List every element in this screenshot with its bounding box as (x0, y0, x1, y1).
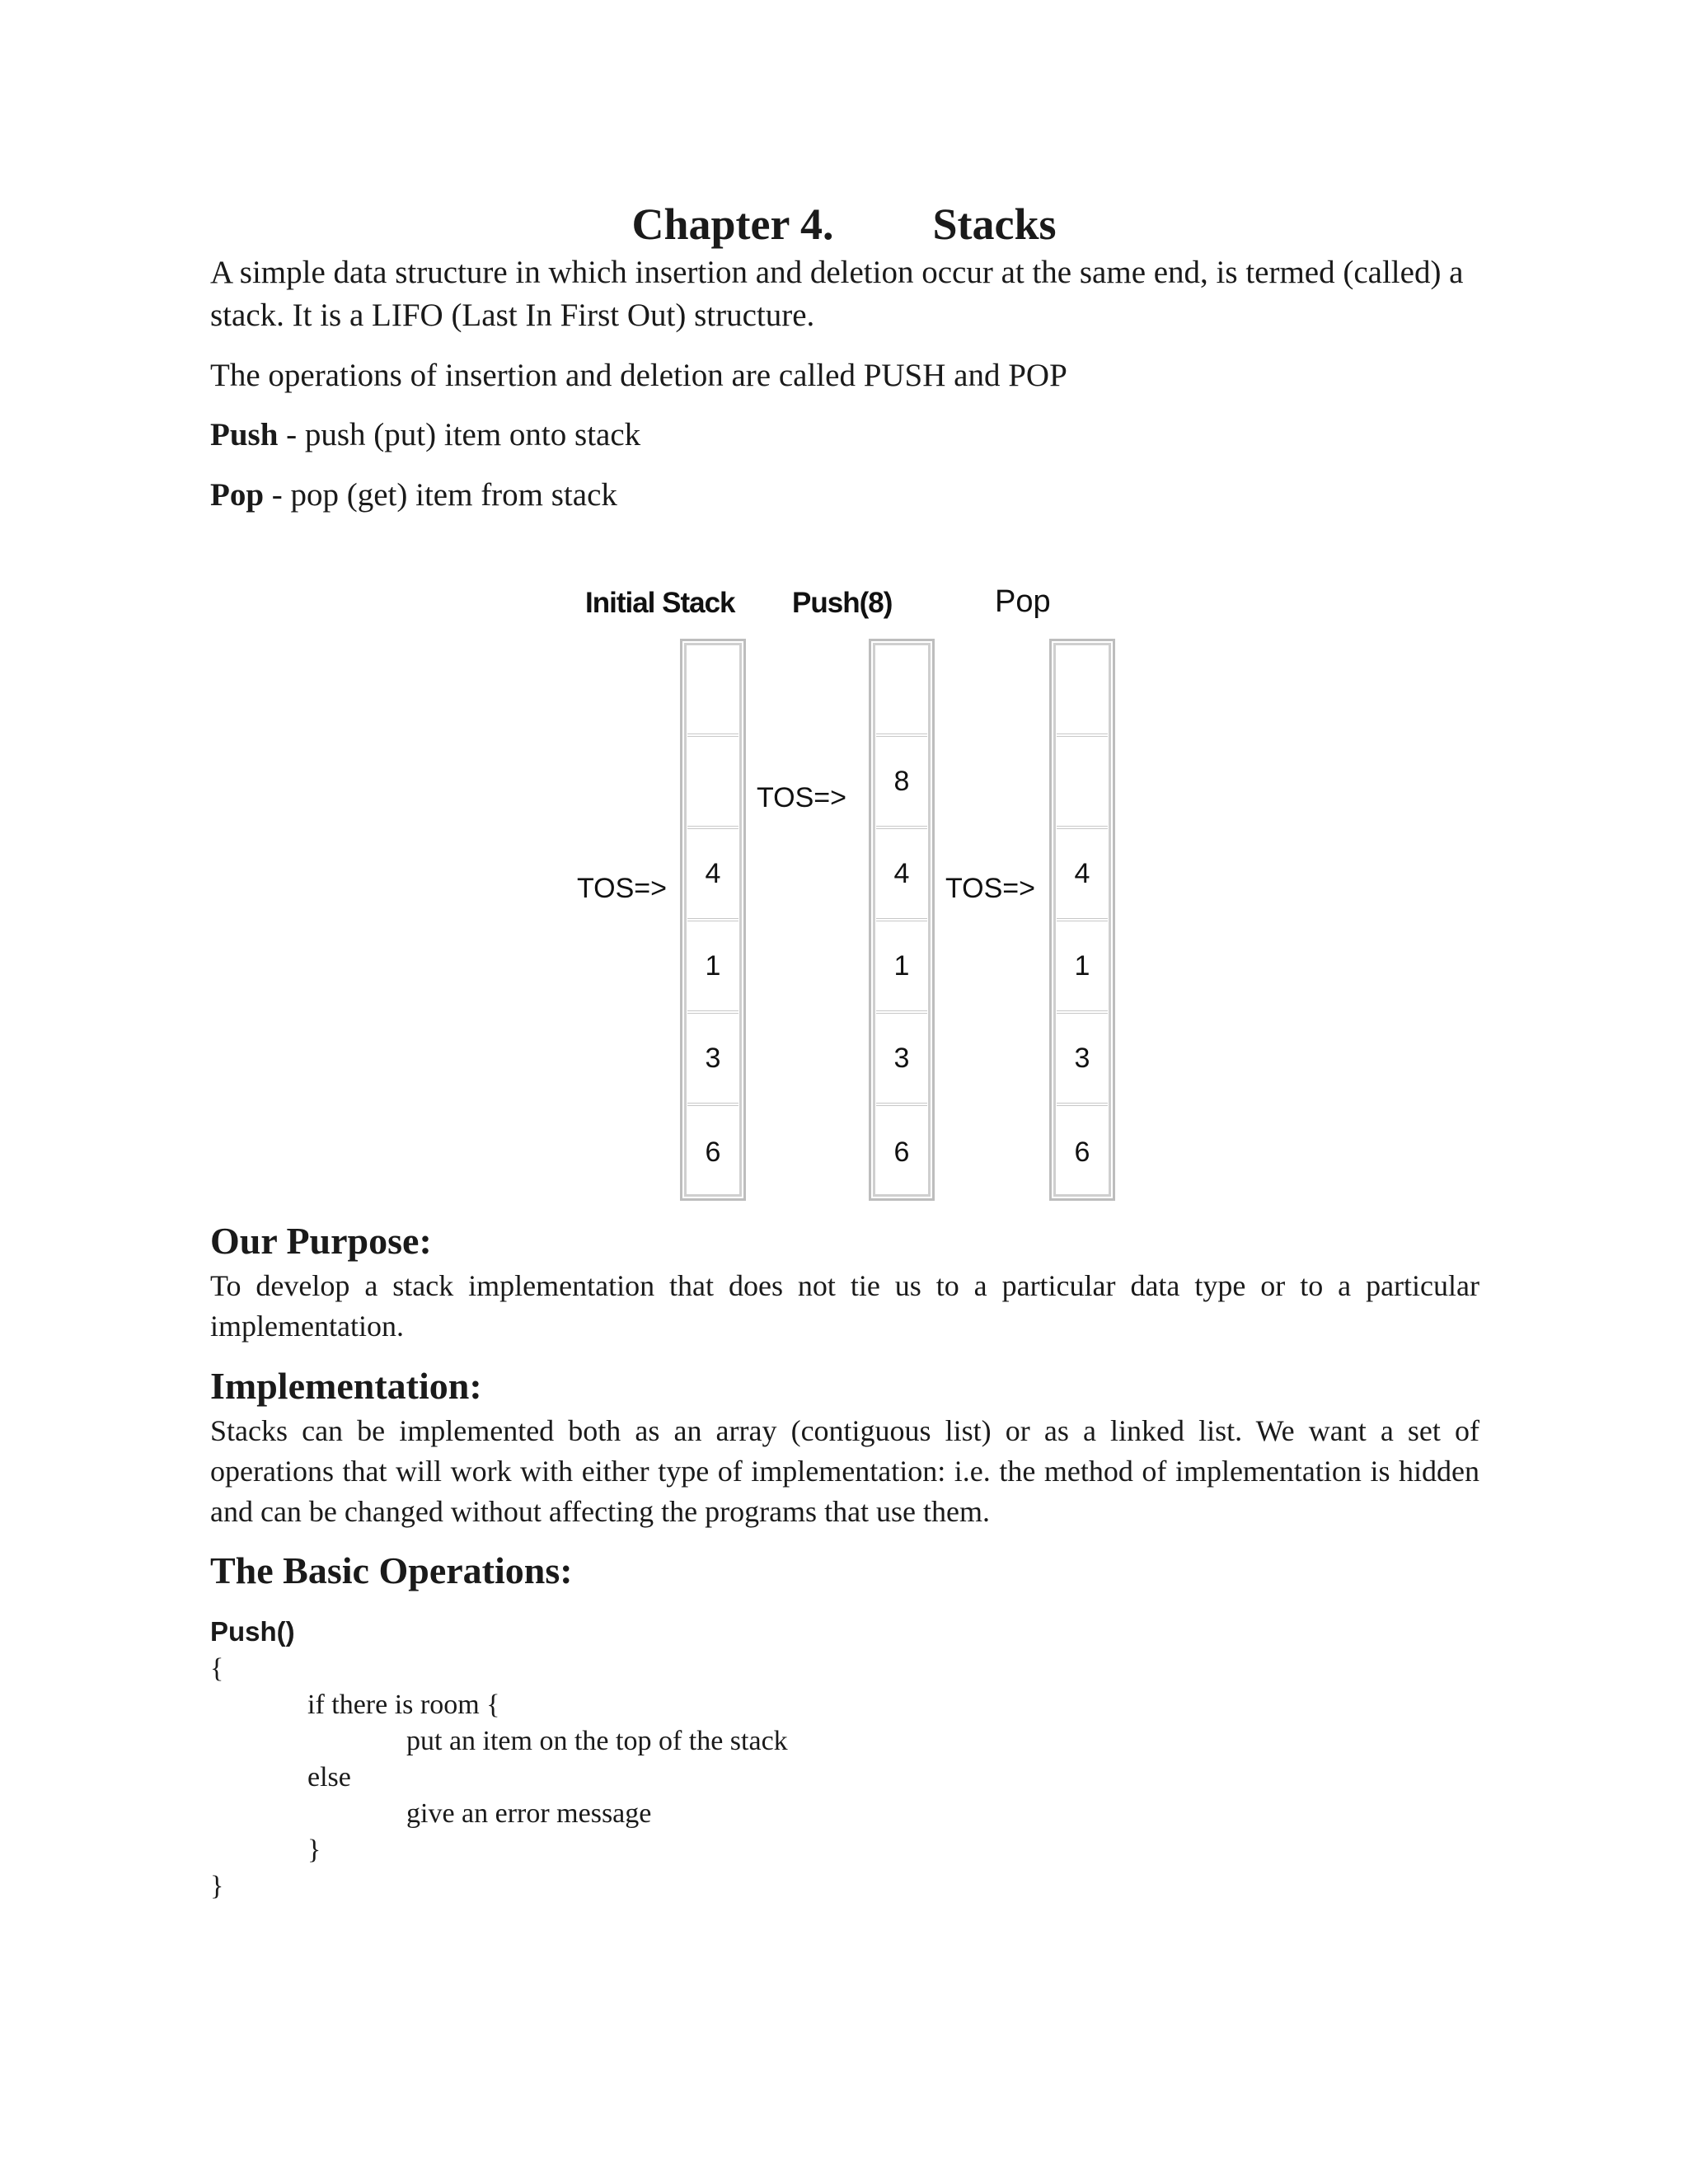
purpose-paragraph: To develop a stack implementation that does not tie us to a particular data type or to a particular implementation. (210, 1269, 1479, 1343)
implementation-paragraph: Stacks can be implemented both as an array (contiguous list) or as a linked list. We want a set of operations that will work with either type of implementation: i.e. the method of implementation is hidden and can be changed without affecting the programs that use them. (210, 1414, 1479, 1528)
chapter-number: Chapter 4. (631, 199, 834, 249)
stack-cell (876, 644, 927, 737)
stack-cell (1057, 644, 1108, 737)
stack-cell: 1 (1057, 921, 1108, 1014)
stack-cell: 3 (1057, 1014, 1108, 1106)
push-description: - push (put) item onto stack (278, 417, 641, 452)
pop-term: Pop (210, 477, 265, 513)
label-pop: Pop (995, 584, 1051, 619)
code-line: put an item on the top of the stack (406, 1726, 788, 1756)
stack-cell: 4 (876, 829, 927, 921)
stack-cell: 6 (705, 1136, 721, 1168)
code-line: if there is room { (307, 1690, 500, 1720)
label-push: Push(8) (792, 587, 893, 619)
stack-cell: 1 (687, 921, 738, 1014)
stack-cell: 4 (1057, 829, 1108, 921)
code-line: else (307, 1762, 351, 1793)
stack-after-pop (1049, 639, 1115, 1201)
code-line: } (210, 1871, 224, 1901)
code-line: { (210, 1653, 224, 1684)
definition-paragraph: A simple data structure in which insertion and deletion occur at the same end, is termed (called) a stack. It is a LIFO (Last In First Out) structure. (210, 255, 1464, 333)
stack-cell: 6 (1074, 1136, 1090, 1168)
push-definition (210, 414, 1479, 457)
basic-operations-heading: The Basic Operations: (210, 1549, 573, 1591)
tos-pointer-push: TOS=> (757, 782, 846, 813)
stack-cell (1057, 737, 1108, 829)
pop-definition (210, 474, 1479, 517)
page-title (0, 198, 1688, 251)
chapter-name: Stacks (932, 199, 1057, 249)
purpose-heading: Our Purpose: (210, 1220, 432, 1262)
stack-cell (687, 737, 738, 829)
code-line: } (307, 1835, 321, 1865)
stack-cell: 3 (876, 1014, 927, 1106)
stack-after-push (869, 639, 935, 1201)
push-function-title: Push() (210, 1616, 295, 1647)
code-line: give an error message (406, 1798, 652, 1829)
stack-cell: 4 (687, 829, 738, 921)
implementation-heading: Implementation: (210, 1365, 482, 1407)
operations-paragraph: The operations of insertion and deletion are called PUSH and POP (210, 358, 1067, 393)
stack-initial (680, 639, 746, 1201)
stack-cell: 8 (876, 737, 927, 829)
stack-cell: 6 (893, 1136, 910, 1168)
tos-pointer-pop: TOS=> (945, 873, 1035, 904)
pop-description: - pop (get) item from stack (264, 477, 617, 513)
push-term: Push (210, 417, 279, 452)
stack-cell (687, 644, 738, 737)
stack-cell: 1 (876, 921, 927, 1014)
label-initial-stack: Initial Stack (585, 587, 735, 619)
tos-pointer-initial: TOS=> (577, 873, 667, 904)
stack-cell: 3 (687, 1014, 738, 1106)
